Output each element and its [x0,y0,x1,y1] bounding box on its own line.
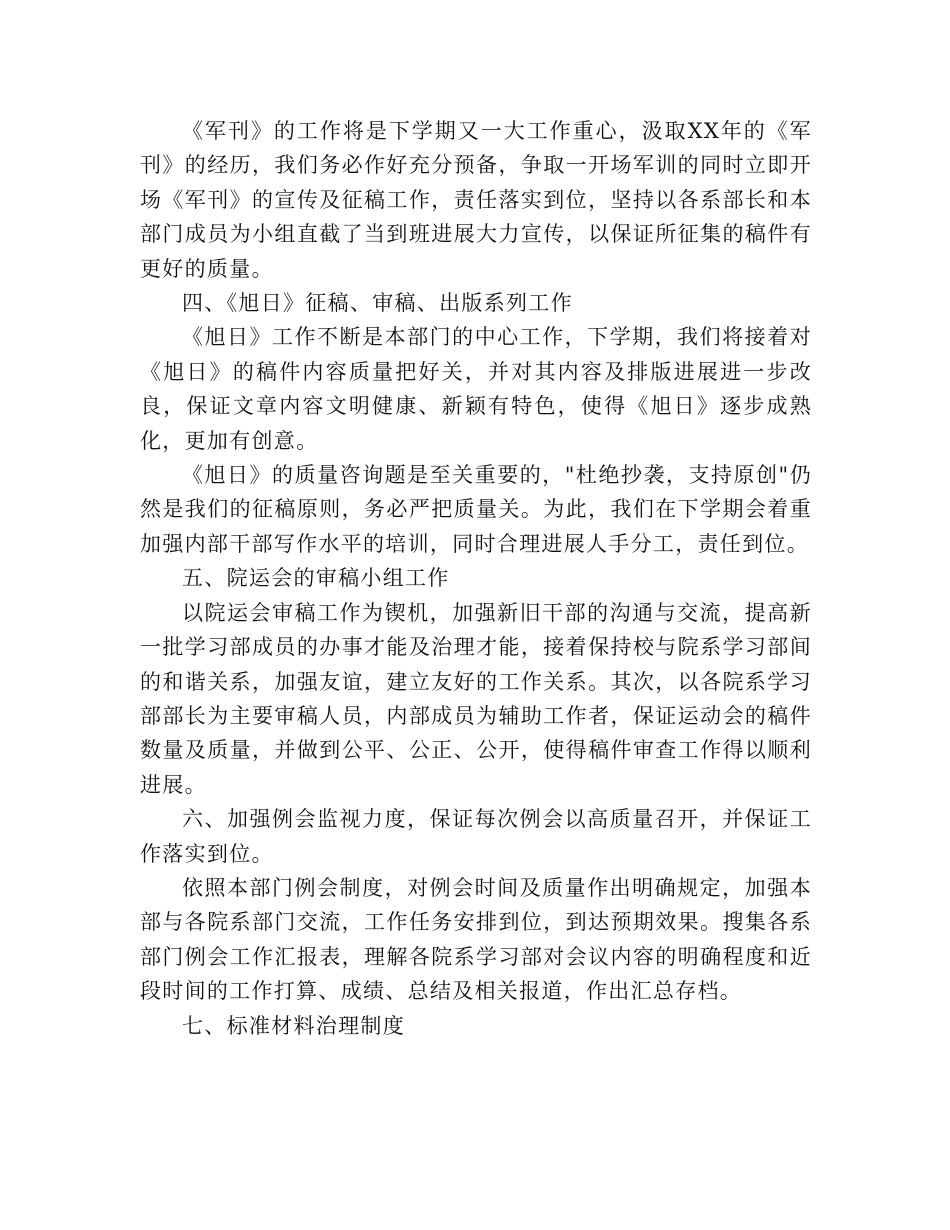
paragraph-sports-meeting: 以院运会审稿工作为锲机，加强新旧干部的沟通与交流，提高新一批学习部成员的办事才能及治理才能，接着保持校与院系学习部间的和谐关系，加强友谊，建立友好的工作关系。其次，以各院系学习部部长为主要审稿人员，内部成员为辅助工作者，保证运动会的稿件数量及质量，并做到公平、公正、公开，使得稿件审查工作得以顺利进展。 [140,600,812,797]
paragraph-xuri-work: 《旭日》工作不断是本部门的中心工作，下学期，我们将接着对《旭日》的稿件内容质量把好关，并对其内容及排版进展进一步改良，保证文章内容文明健康、新颖有特色，使得《旭日》逐步成熟化，更加有创意。 [140,325,812,453]
document-page [140,114,812,1043]
section-heading-5: 五、院运会的审稿小组工作 [182,566,450,591]
section-heading-6: 六、加强例会监视力度，保证每次例会以高质量召开，并保证工作落实到位。 [140,807,812,866]
section-heading-7: 七、标准材料治理制度 [182,1013,405,1038]
paragraph-military-journal: 《军刊》的工作将是下学期又一大工作重心，汲取XX年的《军刊》的经历，我们务必作好充分预备，争取一开场军训的同时立即开场《军刊》的宣传及征稿工作，责任落实到位，坚持以各系部长和本部门成员为小组直截了当到班进展大力宣传，以保证所征集的稿件有更好的质量。 [140,119,812,281]
paragraph-meeting-system: 依照本部门例会制度，对例会时间及质量作出明确规定，加强本部与各院系部门交流，工作任务安排到位，到达预期效果。搜集各系部门例会工作汇报表，理解各院系学习部对会议内容的明确程度和近段时间的工作打算、成绩、总结及相关报道，作出汇总存档。 [140,875,812,1004]
paragraph-xuri-quality: 《旭日》的质量咨询题是至关重要的，"杜绝抄袭，支持原创"仍然是我们的征稿原则，务必严把质量关。为此，我们在下学期会着重加强内部干部写作水平的培训，同时合理进展人手分工，责任到位。 [140,463,812,556]
section-heading-4: 四、《旭日》征稿、审稿、出版系列工作 [182,291,573,316]
